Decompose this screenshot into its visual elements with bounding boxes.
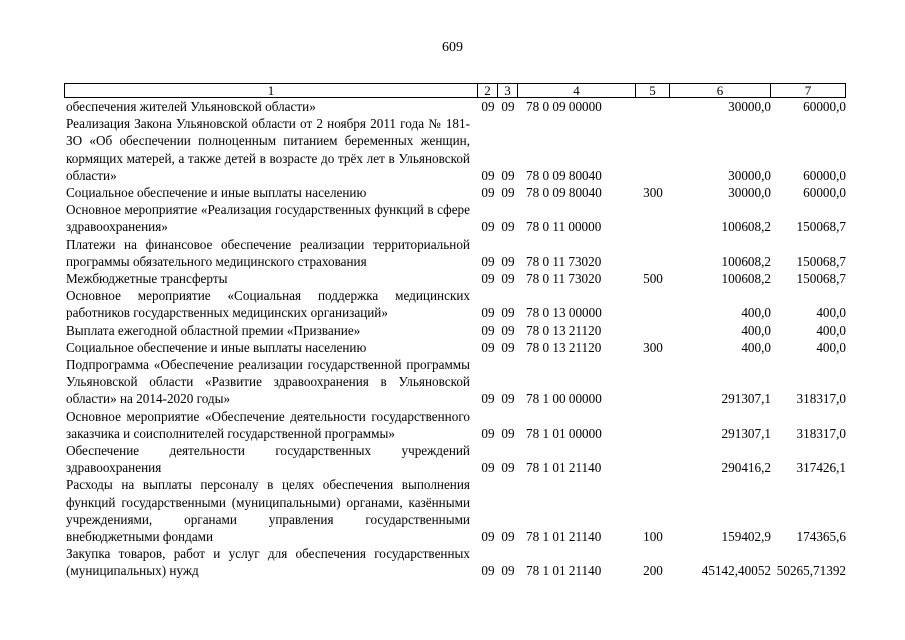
row-subsection: 09	[501, 563, 515, 579]
table-row	[64, 98, 846, 115]
row-target-code: 78 0 09 80040	[526, 185, 602, 201]
row-section: 09	[481, 167, 495, 183]
row-name: Социальное обеспечение и иные выплаты населению	[66, 339, 367, 355]
row-amount-col6: 400,0	[741, 305, 771, 321]
row-name: Межбюджетные трансферты	[66, 271, 228, 287]
row-amount-col7: 400,0	[816, 339, 846, 355]
table-row	[64, 476, 846, 545]
row-subsection: 09	[501, 219, 515, 235]
row-amount-col6: 30000,0	[728, 99, 771, 114]
row-section: 09	[481, 219, 495, 235]
row-target-code: 78 1 01 00000	[526, 425, 602, 441]
row-amount-col7: 60000,0	[803, 185, 846, 201]
row-section: 09	[481, 253, 495, 269]
row-subsection: 09	[501, 460, 515, 476]
row-section: 09	[481, 339, 495, 355]
row-amount-col6: 30000,0	[728, 185, 771, 201]
header-col-3: 3	[498, 83, 518, 98]
row-subsection: 09	[501, 391, 515, 407]
row-subsection: 09	[501, 167, 515, 183]
row-amount-col7: 50265,71392	[776, 563, 846, 579]
row-name: обеспечения жителей Ульяновской области»	[66, 99, 316, 114]
row-target-code: 78 0 11 73020	[526, 271, 602, 287]
page-number: 609	[442, 40, 463, 55]
row-expense-type: 500	[643, 271, 663, 287]
table-row	[64, 442, 846, 476]
row-subsection: 09	[501, 425, 515, 441]
row-amount-col6: 400,0	[741, 339, 771, 355]
row-section: 09	[481, 322, 495, 338]
table-row	[64, 201, 846, 235]
header-col-2: 2	[478, 83, 498, 98]
header-col-1: 1	[64, 83, 478, 98]
row-section: 09	[481, 425, 495, 441]
budget-table	[64, 98, 846, 580]
table-row	[64, 115, 846, 184]
row-amount-col7: 400,0	[816, 305, 846, 321]
row-subsection: 09	[501, 185, 515, 201]
row-amount-col7: 317426,1	[796, 460, 846, 476]
row-amount-col6: 30000,0	[728, 167, 771, 183]
table-row	[64, 270, 846, 287]
table-row	[64, 236, 846, 270]
row-amount-col6: 291307,1	[721, 391, 771, 407]
header-col-6: 6	[670, 83, 771, 98]
row-section: 09	[481, 305, 495, 321]
row-amount-col6: 45142,40052	[701, 563, 771, 579]
row-target-code: 78 1 01 21140	[526, 563, 602, 579]
row-section: 09	[481, 271, 495, 287]
row-section: 09	[481, 391, 495, 407]
row-subsection: 09	[501, 271, 515, 287]
row-amount-col7: 60000,0	[803, 167, 846, 183]
row-expense-type: 100	[643, 529, 663, 545]
row-name: Расходы на выплаты персоналу в целях обеспечения выполнения функций государственными (муниципальными) органами, казёнными учреждениями, органами управления государственными внебюджетными фондами	[66, 477, 470, 545]
row-amount-col7: 318317,0	[796, 391, 846, 407]
table-row	[64, 287, 846, 321]
row-subsection: 09	[501, 305, 515, 321]
row-amount-col7: 60000,0	[803, 99, 846, 114]
row-name: Реализация Закона Ульяновской области от 2 ноября 2011 года № 181-ЗО «Об обеспечении полноценным питанием беременных женщин, кормящих матерей, а также детей в возрасте до трёх лет в Ульяновской области»	[66, 116, 470, 183]
row-amount-col7: 150068,7	[796, 219, 846, 235]
row-expense-type: 300	[643, 185, 663, 201]
row-amount-col6: 290416,2	[721, 460, 771, 476]
row-amount-col6: 159402,9	[721, 529, 771, 545]
table-header	[64, 83, 846, 98]
row-amount-col7: 150068,7	[796, 253, 846, 269]
row-section: 09	[481, 460, 495, 476]
row-name: Подпрограмма «Обеспечение реализации государственной программы Ульяновской области «Развитие здравоохранения в Ульяновской области» на 2014-2020 годы»	[66, 357, 470, 407]
row-expense-type: 200	[643, 563, 663, 579]
row-expense-type: 300	[643, 339, 663, 355]
row-name: Основное мероприятие «Обеспечение деятельности государственного заказчика и соисполнителей государственной программы»	[66, 408, 470, 441]
row-subsection: 09	[501, 339, 515, 355]
row-amount-col7: 174365,6	[796, 529, 846, 545]
row-target-code: 78 0 13 00000	[526, 305, 602, 321]
row-subsection: 09	[501, 322, 515, 338]
row-target-code: 78 0 13 21120	[526, 339, 602, 355]
row-target-code: 78 0 09 80040	[526, 167, 602, 183]
row-name: Основное мероприятие «Реализация государственных функций в сфере здравоохранения»	[66, 202, 470, 235]
row-target-code: 78 0 09 00000	[526, 99, 602, 114]
row-target-code: 78 1 00 00000	[526, 391, 602, 407]
row-subsection: 09	[501, 253, 515, 269]
row-section: 09	[481, 185, 495, 201]
table-row	[64, 408, 846, 442]
row-target-code: 78 0 11 00000	[526, 219, 602, 235]
row-name: Социальное обеспечение и иные выплаты населению	[66, 185, 367, 201]
row-section: 09	[481, 563, 495, 579]
row-subsection: 09	[501, 529, 515, 545]
row-amount-col6: 291307,1	[721, 425, 771, 441]
row-name: Выплата ежегодной областной премии «Призвание»	[66, 322, 361, 338]
row-subsection: 09	[501, 99, 515, 114]
row-name: Закупка товаров, работ и услуг для обеспечения государственных (муниципальных) нужд	[66, 546, 470, 579]
row-section: 09	[481, 99, 495, 114]
row-amount-col6: 400,0	[741, 322, 771, 338]
table-row	[64, 545, 846, 579]
row-name: Основное мероприятие «Социальная поддержка медицинских работников государственных медицинских организаций»	[66, 288, 470, 321]
header-col-5: 5	[636, 83, 670, 98]
row-amount-col6: 100608,2	[721, 219, 771, 235]
header-col-7: 7	[771, 83, 846, 98]
table-row	[64, 184, 846, 201]
table-row	[64, 339, 846, 356]
row-amount-col7: 150068,7	[796, 271, 846, 287]
row-amount-col7: 400,0	[816, 322, 846, 338]
row-section: 09	[481, 529, 495, 545]
row-target-code: 78 1 01 21140	[526, 529, 602, 545]
row-target-code: 78 0 11 73020	[526, 253, 602, 269]
row-target-code: 78 0 13 21120	[526, 322, 602, 338]
table-row	[64, 356, 846, 408]
table-row	[64, 322, 846, 339]
header-col-4: 4	[518, 83, 636, 98]
row-amount-col7: 318317,0	[796, 425, 846, 441]
row-amount-col6: 100608,2	[721, 253, 771, 269]
row-target-code: 78 1 01 21140	[526, 460, 602, 476]
row-name: Платежи на финансовое обеспечение реализации территориальной программы обязательного медицинского страхования	[66, 236, 470, 269]
row-amount-col6: 100608,2	[721, 271, 771, 287]
row-name: Обеспечение деятельности государственных учреждений здравоохранения	[66, 443, 470, 476]
